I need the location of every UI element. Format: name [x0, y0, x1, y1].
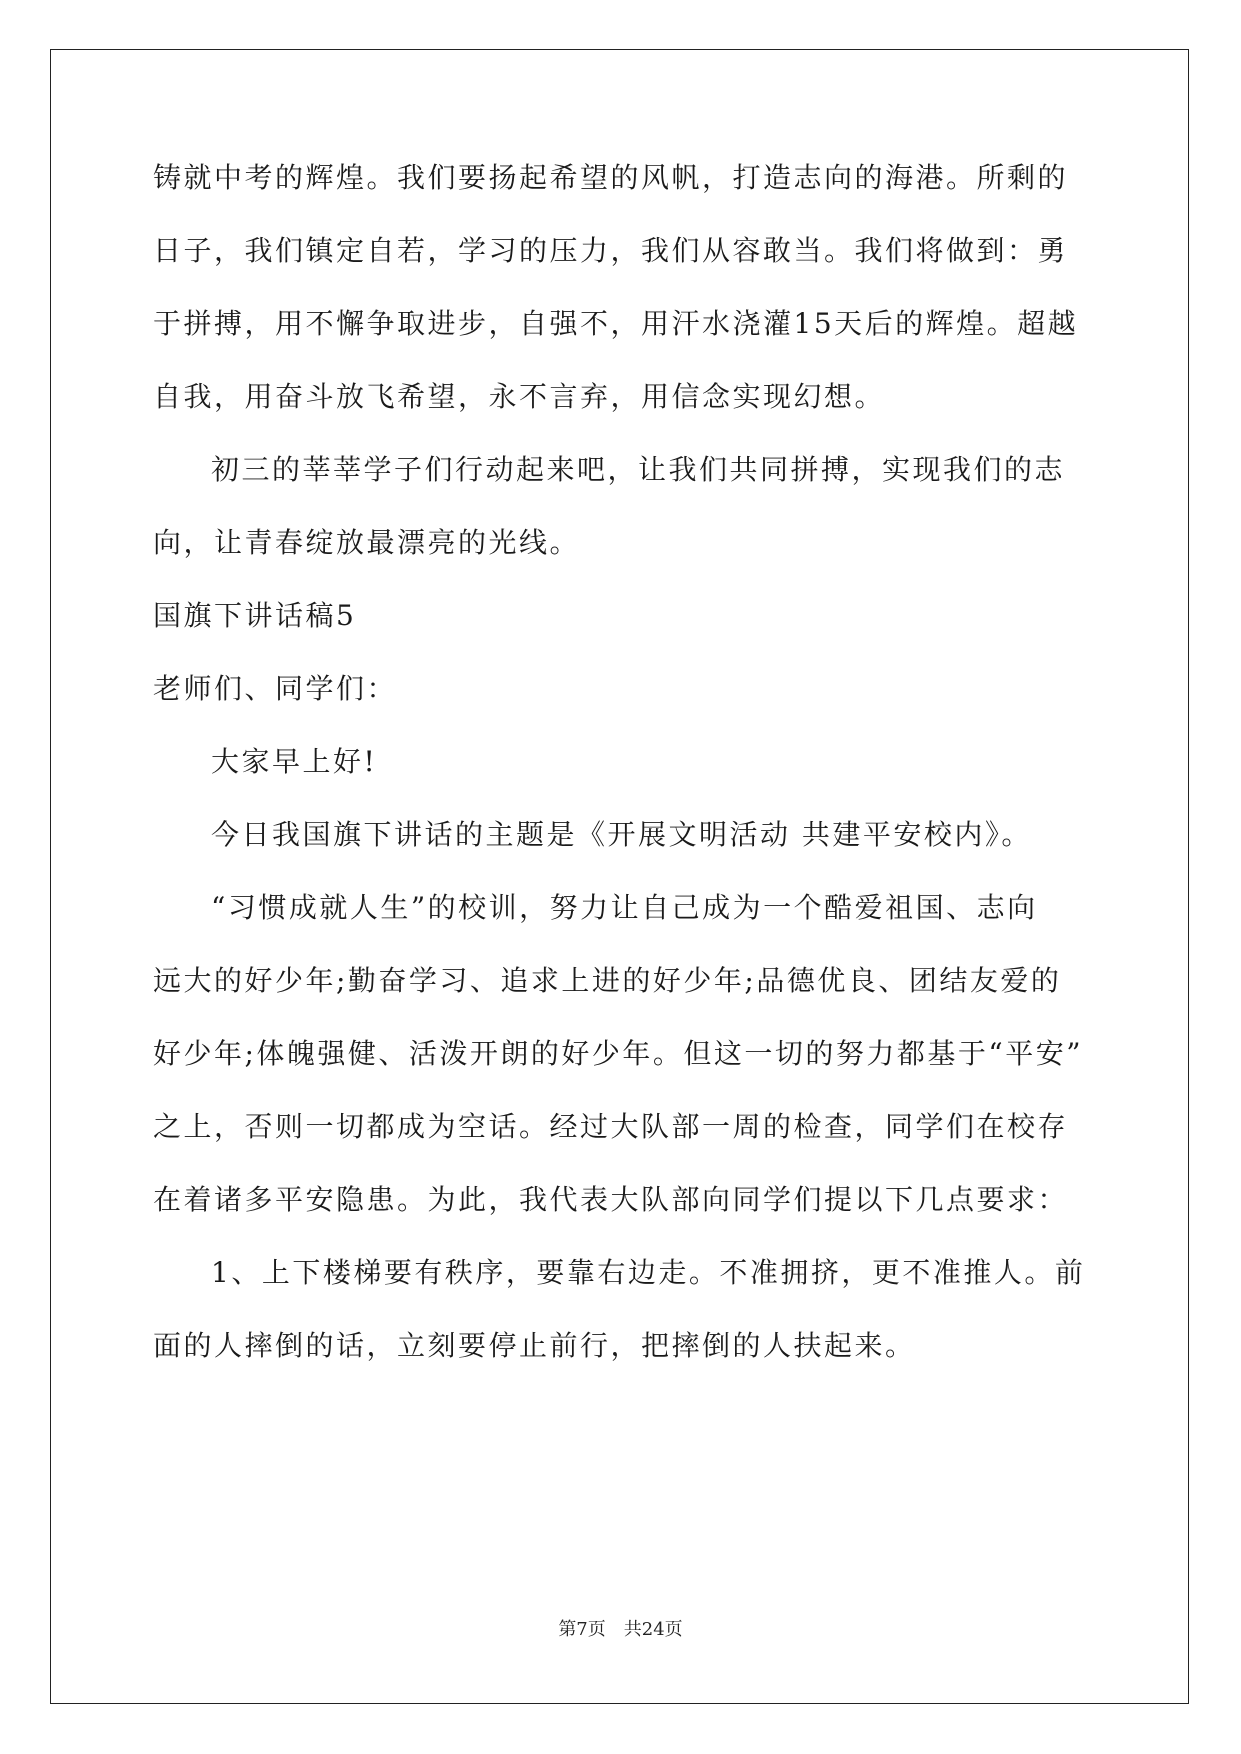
text-line: 铸就中考的辉煌。我们要扬起希望的风帆，打造志向的海港。所剩的: [153, 161, 1069, 194]
text-line: 好少年;体魄强健、活泼开朗的好少年。但这一切的努力都基于“平安”: [153, 1037, 1084, 1070]
paragraph-line: 初三的莘莘学子们行动起来吧，让我们共同拼搏，实现我们的志: [211, 453, 1066, 486]
salutation: 老师们、同学们：: [153, 672, 398, 705]
section-heading: 国旗下讲话稿5: [153, 599, 357, 632]
page-border: [50, 49, 1189, 1704]
text-line: 面的人摔倒的话，立刻要停止前行，把摔倒的人扶起来。: [153, 1329, 916, 1362]
text-line: 日子，我们镇定自若，学习的压力，我们从容敢当。我们将做到：勇: [153, 234, 1069, 267]
page-number: 第7页 共24页: [558, 1619, 683, 1640]
text-line: 远大的好少年;勤奋学习、追求上进的好少年;品德优良、团结友爱的: [153, 964, 1062, 997]
text-line: 于拼搏，用不懈争取进步，自强不，用汗水浇灌15天后的辉煌。超越: [153, 307, 1079, 340]
greeting: 大家早上好!: [211, 745, 378, 778]
paragraph-line: 1、上下楼梯要有秩序，要靠右边走。不准拥挤，更不准推人。前: [211, 1256, 1086, 1289]
paragraph-line: 今日我国旗下讲话的主题是《开展文明活动 共建平安校内》。: [211, 818, 1032, 851]
text-line: 自我，用奋斗放飞希望，永不言弃，用信念实现幻想。: [153, 380, 886, 413]
text-line: 在着诸多平安隐患。为此，我代表大队部向同学们提以下几点要求：: [153, 1183, 1069, 1216]
text-line: 之上，否则一切都成为空话。经过大队部一周的检查，同学们在校存: [153, 1110, 1069, 1143]
paragraph-line: “习惯成就人生”的校训，努力让自己成为一个酷爱祖国、志向: [211, 891, 1038, 924]
text-line: 向，让青春绽放最漂亮的光线。: [153, 526, 581, 559]
